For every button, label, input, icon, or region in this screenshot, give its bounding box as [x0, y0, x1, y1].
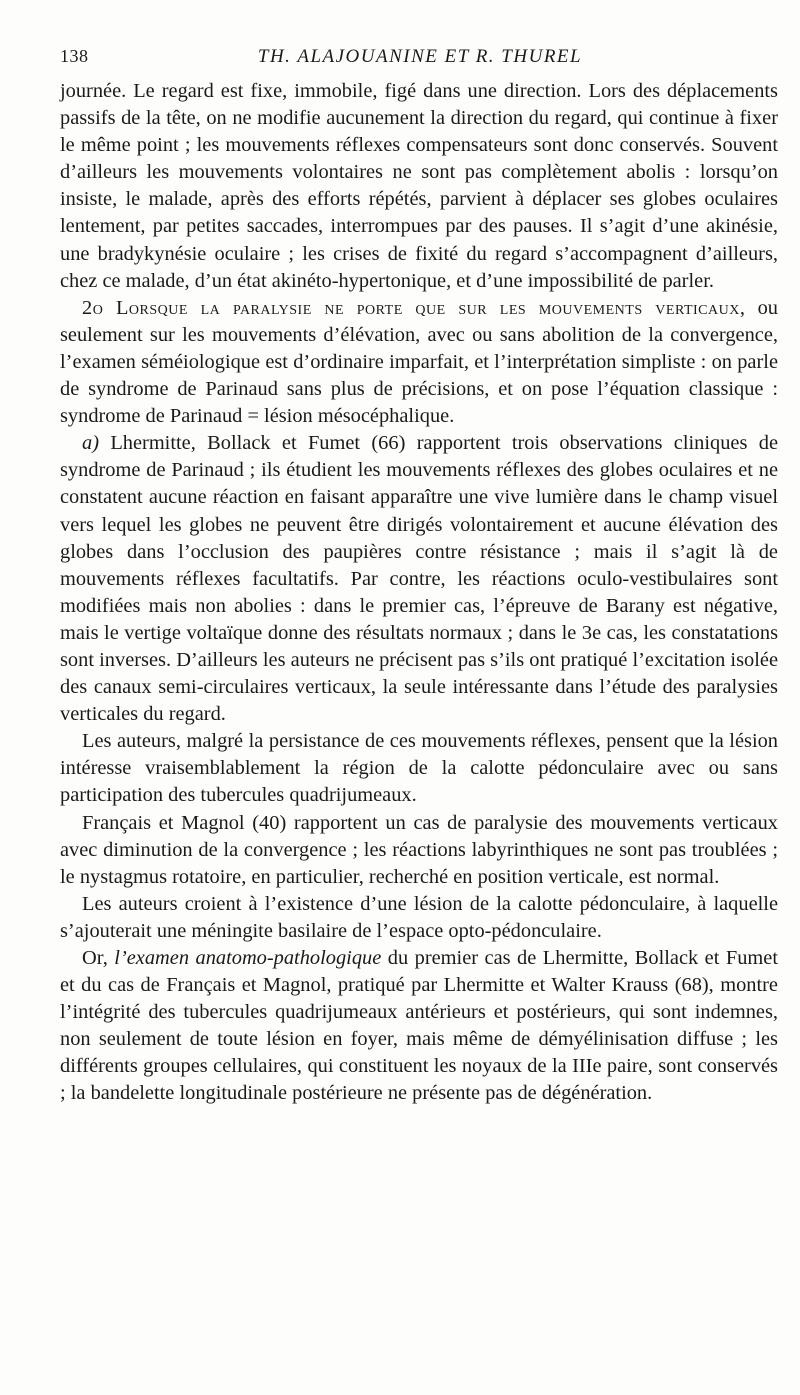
paragraph-5: Français et Magnol (40) rapportent un cas de paralysie des mouvements verticaux avec diminution de la convergence ; les réactions labyrinthiques ne sont pas troublées ; le nystagmus rotatoire, en particulier, recherché en position verticale, est normal. — [60, 811, 778, 888]
paragraph-6: Les auteurs croient à l’existence d’une lésion de la calotte pédonculaire, à laquelle s’ajouterait une méningite basilaire de l’espace opto-pédonculaire. — [60, 892, 778, 942]
paragraph-7 — [60, 945, 778, 1108]
running-header — [60, 46, 780, 72]
paragraph-4: Les auteurs, malgré la persistance de ces mouvements réflexes, pensent que la lésion intéresse vraisemblablement la région de la calotte pédonculaire avec ou sans participation des tubercules quadrijumeaux. — [60, 730, 778, 807]
paragraph-2-text: ou seulement sur les mouvements d’élévation, avec ou sans abolition de la convergence, l’examen séméiologique est d’ordinaire imparfait, et l’interprétation simpliste : on parle de syndrome de Parinaud sans plus de précisions, et on pose l’équation classique : syndrome de Parinaud = lésion mésocéphalique. — [60, 296, 778, 428]
paragraph-1: journée. Le regard est fixe, immobile, figé dans une direction. Lors des déplacements passifs de la tête, on ne modifie aucunement la direction du regard, qui continue à fixer le même point ; les mouvements réflexes compensateurs sont donc conservés. Souvent d’ailleurs les mouvements volontaires ne sont pas complètement abolis : lorsqu’on insiste, le malade, après des efforts répétés, parvient à déplacer ses globes oculaires lentement, par petites saccades, interrompues par des pauses. Il s’agit d’une akinésie, une bradykynésie oculaire ; les crises de fixité du regard s’accompagnent d’ailleurs, chez ce malade, d’un état akinéto-hypertonique, et d’une impossibilité de parler. — [60, 80, 778, 292]
paragraph-3-text: Lhermitte, Bollack et Fumet (66) rapportent trois observations cliniques de syndrome de Parinaud ; ils étudient les mouvements réflexes des globes oculaires et ne constatent aucune réaction en faisant apparaître une vive lumière dans le champ visuel vers lequel les globes ne peuvent être dirigés volontairement et aucune élévation des globes dans l’occlusion des paupières contre résistance ; mais il s’agit là de mouvements réflexes facultatifs. Par contre, les réactions oculo-vestibulaires sont modifiées mais non abolies : dans le premier cas, l’épreuve de Barany est négative, mais le vertige voltaïque donne des résultats normaux ; dans le 3e cas, les constatations sont inverses. D’ailleurs les auteurs ne précisent pas s’ils ont pratiqué l’excitation isolée des canaux semi-circulaires verticaux, la seule intéressante dans l’étude des paralysies verticales du regard. — [60, 432, 778, 726]
paragraph-2 — [60, 295, 778, 430]
section-heading-lead: 2o Lorsque la paralysie ne porte que sur les mouvements verticaux, — [82, 296, 746, 319]
paragraph-7-italic: l’examen anatomo-pathologique — [114, 947, 382, 969]
paragraph-7-post: du premier cas de Lhermitte, Bollack et Fumet et du cas de Français et Magnol, pratiqué par Lhermitte et Walter Krauss (68), montre l’intégrité des tubercules quadrijumeaux antérieurs et postérieurs, qui sont indemnes, non seulement de toute lésion en foyer, mais même de démyélinisation diffuse ; les différents groupes cellulaires, qui constituent les noyaux de la IIIe paire, sont conservés ; la bandelette longitudinale postérieure ne présente pas de dégénération. — [60, 947, 778, 1105]
running-title: TH. ALAJOUANINE ET R. THUREL — [257, 46, 583, 67]
item-label-a: a) — [82, 432, 99, 455]
body-text — [60, 78, 778, 1108]
paragraph-3 — [60, 430, 778, 728]
paragraph-7-pre: Or, — [82, 947, 115, 969]
page-number: 138 — [60, 46, 89, 66]
